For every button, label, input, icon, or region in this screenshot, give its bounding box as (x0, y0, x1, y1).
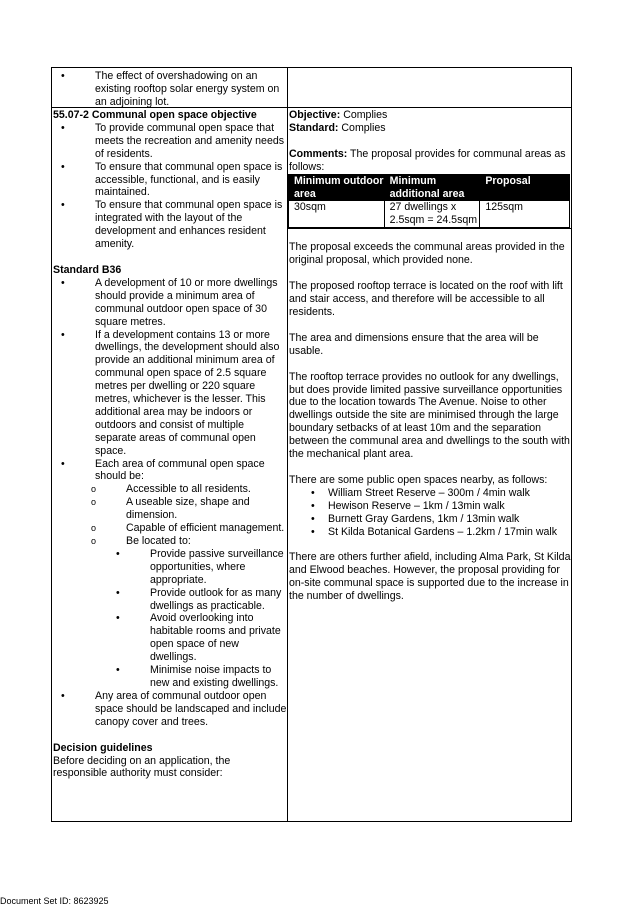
column-header: Proposal (480, 174, 570, 201)
column-header: Minimum additional area (384, 174, 480, 201)
assessment-column (289, 109, 571, 603)
table-cell: 125sqm (480, 201, 570, 228)
document-id: Document Set ID: 8623925 (0, 896, 109, 906)
table-cell: 27 dwellings x 2.5sqm = 24.5sqm (384, 201, 480, 228)
located-text: Be located to: (126, 535, 191, 547)
list-item: • The effect of overshadowing on an existing rooftop solar energy system on an adjoining lot. (53, 70, 283, 109)
objective-status (289, 109, 571, 122)
communal-area-table-wrap (288, 174, 571, 230)
paragraph: The proposed rooftop terrace is located on the roof with lift and stair access, and therefore will be accessible to all residents. (289, 280, 563, 318)
list-item: • Provide passive surveillance opportunities, where appropriate. (53, 548, 287, 587)
list-item: • To ensure that communal open space is integrated with the layout of the development and enhances resident amenity. (53, 199, 287, 251)
objective-value: Complies (343, 109, 388, 121)
assessment-table (51, 67, 572, 822)
table-header-row (289, 174, 570, 201)
standard-label: Standard: (289, 121, 339, 134)
located-list (53, 548, 287, 690)
sub-list (53, 483, 287, 690)
column-header: Minimum outdoor area (289, 174, 385, 201)
standard-list (53, 277, 287, 729)
list-item: • Provide outlook for as many dwellings as practicable. (53, 587, 287, 613)
table-row-first (52, 68, 571, 108)
comments (289, 148, 571, 174)
standard-heading: Standard B36 (53, 263, 122, 276)
list-item: o A useable size, shape and dimension. (53, 496, 287, 522)
paragraph: There are some public open spaces nearby, as follows: (289, 473, 548, 486)
table-row (289, 201, 570, 228)
decision-heading: Decision guidelines (53, 741, 153, 754)
standard-value: Complies (341, 121, 386, 134)
paragraph: The proposal exceeds the communal areas provided in the original proposal, which provided none. (289, 241, 565, 267)
standard-status (289, 122, 571, 135)
list-item: • A development of 10 or more dwellings should provide a minimum area of communal outdoor open space of 30 square metres. (53, 277, 287, 329)
each-area-text: Each area of communal open space should be: (95, 457, 265, 483)
paragraph: The rooftop terrace provides no outlook for any dwellings, but does provide limited passive surveillance opportunities due to the location towards The Avenue. Noise to other dwellings outside the site are minimised through the large boundary setbacks of at least 10m and the separation between the communal area and dwellings to the south with the mechanical plant area. (289, 370, 570, 461)
list-item: • William Street Reserve – 300m / 4min walk (289, 487, 571, 500)
first-row-left-cell (53, 70, 283, 109)
list-item (53, 458, 287, 690)
list-item: • If a development contains 13 or more dwellings, the development should also provide an additional minimum area of communal open space of 2.5 square metres per dwelling or 220 square metres, whichever is the lesser. This additional area may be indoors or outdoors and consist of multiple separate areas of communal open space. (53, 329, 287, 458)
table-cell: 30sqm (289, 201, 385, 228)
paragraph: The area and dimensions ensure that the area will be usable. (289, 331, 539, 357)
communal-area-table (288, 174, 570, 229)
list-item: • Any area of communal outdoor open space should be landscaped and include canopy cover and trees. (53, 690, 287, 729)
open-spaces-list (289, 487, 571, 539)
decision-text: Before deciding on an application, the responsible authority must consider: (53, 754, 231, 780)
standard-column (53, 109, 287, 780)
list-item: o Accessible to all residents. (53, 483, 287, 496)
list-item: • To ensure that communal open space is accessible, functional, and is easily maintained. (53, 161, 287, 200)
list-item: • Hewison Reserve – 1km / 13min walk (289, 500, 571, 513)
paragraph: There are others further afield, including Alma Park, St Kilda and Elwood beaches. However, the proposal providing for on-site communal space is supported due to the increase in the number of dwellings. (289, 551, 571, 603)
comments-text: The proposal provides for communal areas as follows: (289, 147, 566, 173)
list-item (53, 535, 287, 690)
objective-label: Objective: (289, 109, 341, 121)
objectives-list (53, 122, 287, 251)
list-item: • Minimise noise impacts to new and existing dwellings. (53, 664, 287, 690)
list-item: o Capable of efficient management. (53, 522, 287, 535)
objective-heading: 55.07-2 Communal open space objective (53, 109, 257, 121)
comments-label: Comments: (289, 147, 348, 160)
list-item: • Avoid overlooking into habitable rooms and private open space of new dwellings. (53, 612, 287, 664)
list-item: • St Kilda Botanical Gardens – 1.2km / 17min walk (289, 526, 571, 539)
list-item: • To provide communal open space that meets the recreation and amenity needs of residents. (53, 122, 287, 161)
list-item: • Burnett Gray Gardens, 1km / 13min walk (289, 513, 571, 526)
